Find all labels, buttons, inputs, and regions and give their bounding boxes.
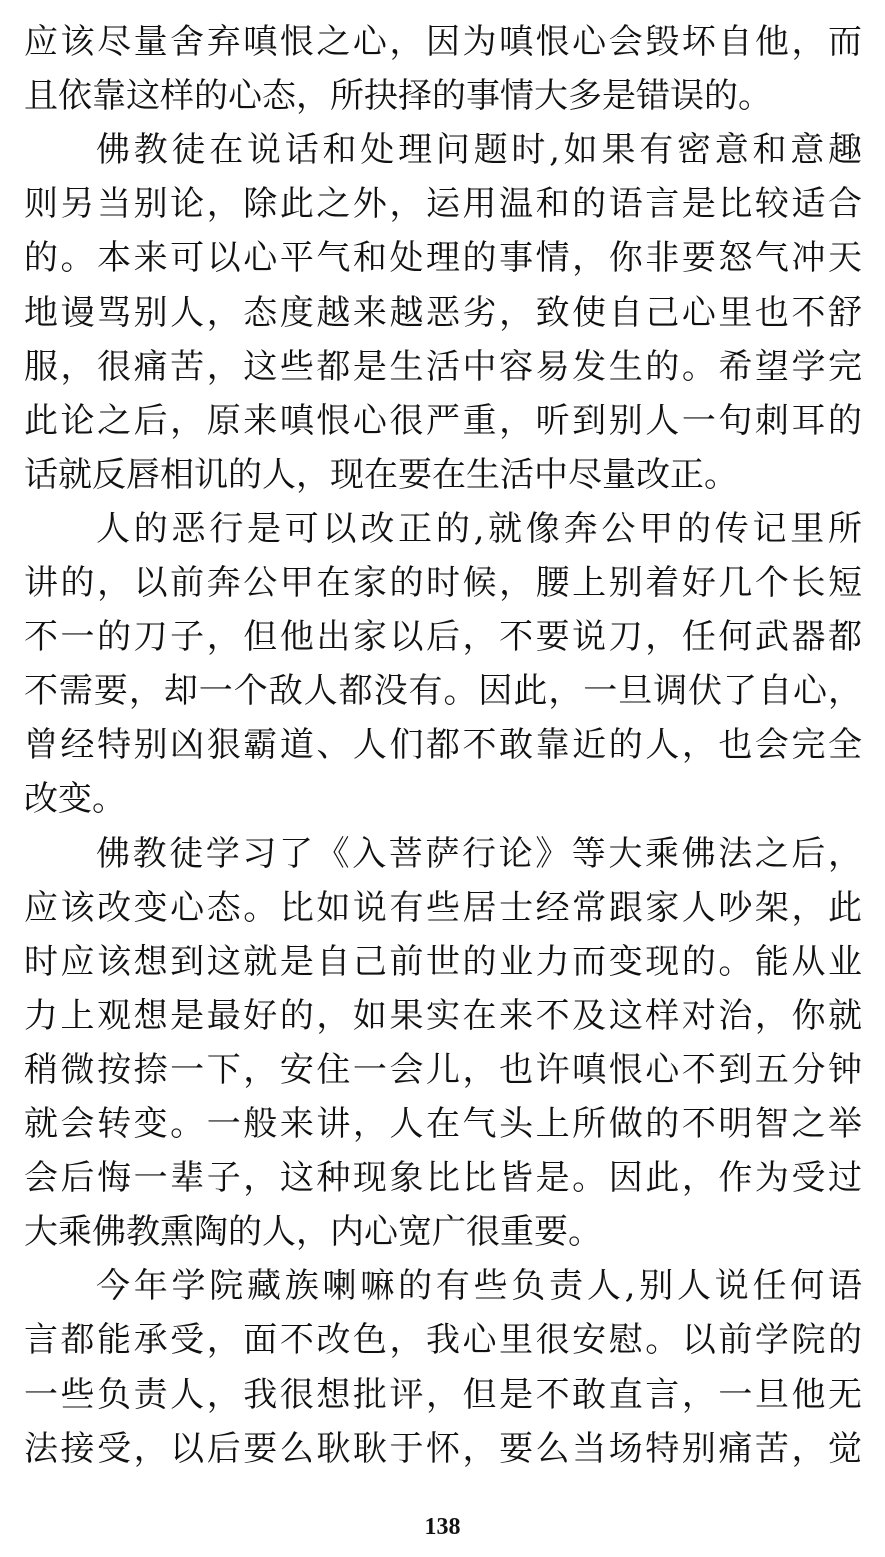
- text-line: 不需要，却一个敌人都没有。因此，一旦调伏了自心，: [24, 671, 862, 712]
- text-line: 佛教徒在说话和处理问题时,如果有密意和意趣: [96, 130, 862, 171]
- text-line: 应该尽量舍弃嗔恨之心，因为嗔恨心会毁坏自他，而: [24, 22, 862, 62]
- text-line: 法接受，以后要么耿耿于怀，要么当场特别痛苦，觉: [24, 1428, 862, 1469]
- text-line: 大乘佛教熏陶的人，内心宽广很重要。: [24, 1212, 602, 1253]
- text-line: 就会转变。一般来讲，人在气头上所做的不明智之举: [24, 1104, 862, 1144]
- text-line: 今年学院藏族喇嘛的有些负责人,别人说任何语: [96, 1266, 862, 1307]
- text-line: 稍微按捺一下，安住一会儿，也许嗔恨心不到五分钟: [24, 1049, 862, 1090]
- text-line: 会后悔一辈子，这种现象比比皆是。因此，作为受过: [24, 1158, 862, 1199]
- text-line: 一些负责人，我很想批评，但是不敢直言，一旦他无: [24, 1374, 862, 1415]
- text-line: 讲的，以前奔公甲在家的时候，腰上别着好几个长短: [24, 563, 862, 603]
- page-number: 138: [424, 1514, 461, 1540]
- text-line: 应该改变心态。比如说有些居士经常跟家人吵架，此: [24, 887, 862, 928]
- text-line: 佛教徒学习了《入菩萨行论》等大乘佛法之后，: [96, 833, 862, 874]
- text-line: 时应该想到这就是自己前世的业力而变现的。能从业: [24, 941, 862, 982]
- text-line: 曾经特别凶狠霸道、人们都不敢靠近的人，也会完全: [24, 725, 862, 766]
- text-line: 则另当别论，除此之外，运用温和的语言是比较适合: [24, 184, 862, 225]
- text-line: 地谩骂别人，态度越来越恶劣，致使自己心里也不舒: [24, 292, 862, 333]
- text-line: 服，很痛苦，这些都是生活中容易发生的。希望学完: [24, 346, 862, 387]
- text-line: 此论之后，原来嗔恨心很严重，听到别人一句刺耳的: [24, 400, 862, 441]
- text-line: 的。本来可以心平气和处理的事情，你非要怒气冲天: [24, 238, 862, 279]
- text-line: 力上观想是最好的，如果实在来不及这样对治，你就: [24, 995, 862, 1036]
- text-line: 且依靠这样的心态，所抉择的事情大多是错误的。: [24, 76, 772, 117]
- text-line: 改变。: [24, 779, 126, 820]
- text-line: 话就反唇相讥的人，现在要在生活中尽量改正。: [24, 454, 738, 495]
- text-line: 不一的刀子，但他出家以后，不要说刀，任何武器都: [24, 617, 862, 658]
- text-line: 言都能承受，面不改色，我心里很安慰。以前学院的: [24, 1320, 862, 1361]
- text-line: 人的恶行是可以改正的,就像奔公甲的传记里所: [96, 508, 862, 549]
